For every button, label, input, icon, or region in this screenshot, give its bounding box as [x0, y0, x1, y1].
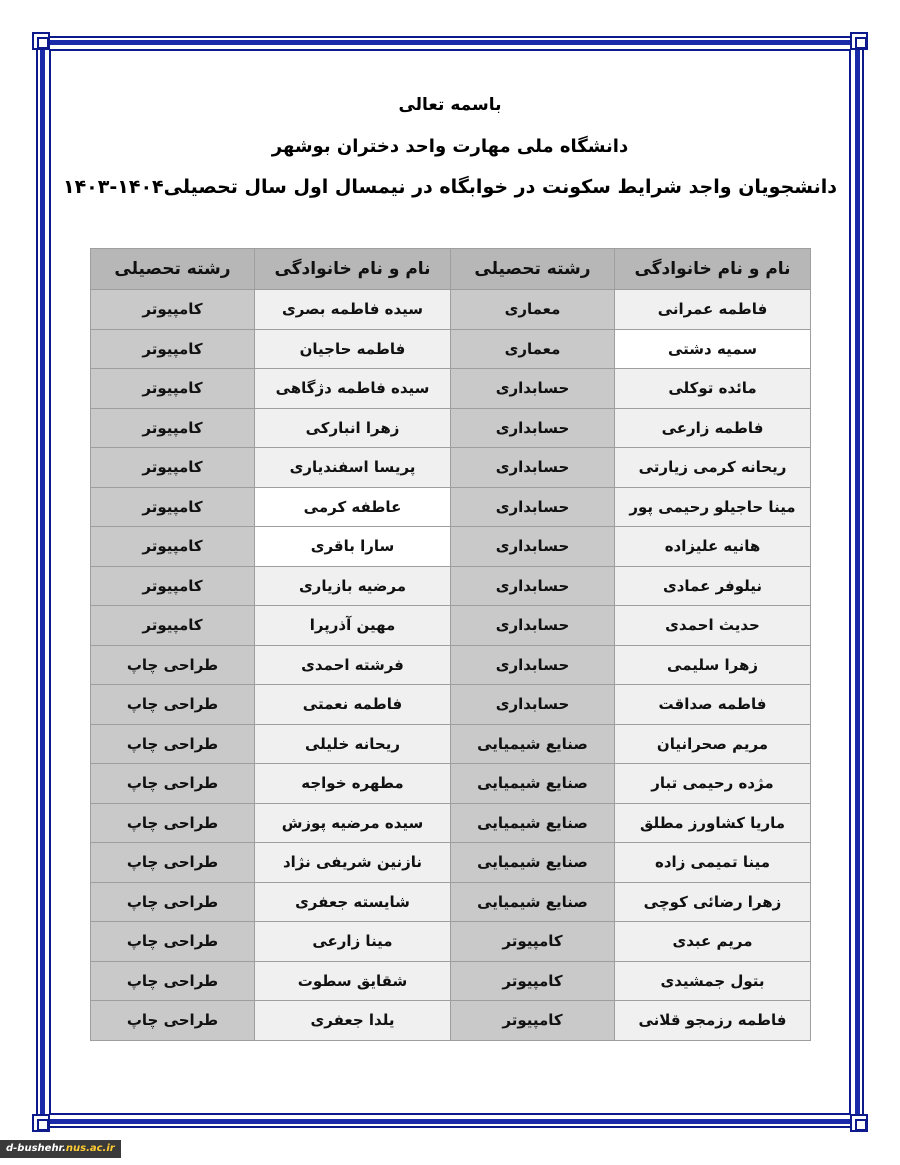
student-name: مهین آذرپرا — [255, 606, 451, 646]
student-major: حسابداری — [451, 566, 615, 606]
student-name: مینا زارعی — [255, 922, 451, 962]
table-row — [91, 448, 811, 488]
student-major: معماری — [451, 329, 615, 369]
watermark-domain-prefix: d-bushehr. — [6, 1143, 66, 1154]
table-row — [91, 961, 811, 1001]
student-name: سیده مرضیه پوزش — [255, 803, 451, 843]
student-name: فاطمه عمرانی — [615, 290, 811, 330]
table-row — [91, 606, 811, 646]
student-major: طراحی چاپ — [91, 724, 255, 764]
student-major: معماری — [451, 290, 615, 330]
student-name: یلدا جعفری — [255, 1001, 451, 1041]
student-name: سمیه دشتی — [615, 329, 811, 369]
table-header-row — [91, 249, 811, 290]
table-row — [91, 408, 811, 448]
student-major: کامپیوتر — [91, 329, 255, 369]
student-major: کامپیوتر — [91, 527, 255, 567]
table-row — [91, 290, 811, 330]
student-major: طراحی چاپ — [91, 685, 255, 725]
student-name: فاطمه رزمجو قلانی — [615, 1001, 811, 1041]
student-name: مریم صحرانیان — [615, 724, 811, 764]
student-major: حسابداری — [451, 487, 615, 527]
student-name: مطهره خواجه — [255, 764, 451, 804]
dormitory-eligible-students-table — [90, 248, 811, 1041]
student-name: فاطمه حاجیان — [255, 329, 451, 369]
student-name: مریم عبدی — [615, 922, 811, 962]
student-name: سیده فاطمه دژگاهی — [255, 369, 451, 409]
student-name: زهرا سلیمی — [615, 645, 811, 685]
student-major: طراحی چاپ — [91, 843, 255, 883]
border-corner-ornament — [850, 1114, 868, 1132]
student-major: کامپیوتر — [91, 606, 255, 646]
student-major: کامپیوتر — [91, 408, 255, 448]
student-major: صنایع شیمیایی — [451, 882, 615, 922]
student-major: کامپیوتر — [91, 290, 255, 330]
student-name: ریحانه کرمی زیارتی — [615, 448, 811, 488]
student-name: فرشته احمدی — [255, 645, 451, 685]
student-name: ماریا کشاورز مطلق — [615, 803, 811, 843]
student-major: کامپیوتر — [451, 1001, 615, 1041]
border-corner-ornament — [850, 32, 868, 50]
student-major: حسابداری — [451, 606, 615, 646]
student-name: مائده توکلی — [615, 369, 811, 409]
table-row — [91, 487, 811, 527]
student-major: حسابداری — [451, 448, 615, 488]
table-row — [91, 1001, 811, 1041]
student-name: شایسته جعفری — [255, 882, 451, 922]
student-name: هانیه علیزاده — [615, 527, 811, 567]
student-major: طراحی چاپ — [91, 922, 255, 962]
student-major: حسابداری — [451, 527, 615, 567]
table-row — [91, 645, 811, 685]
table-row — [91, 922, 811, 962]
student-name: بتول جمشیدی — [615, 961, 811, 1001]
student-name: زهرا انبارکی — [255, 408, 451, 448]
student-name: مینا حاجیلو رحیمی پور — [615, 487, 811, 527]
student-major: صنایع شیمیایی — [451, 843, 615, 883]
table-row — [91, 882, 811, 922]
header-institution: دانشگاه ملی مهارت واحد دختران بوشهر — [271, 136, 629, 157]
student-major: کامپیوتر — [451, 922, 615, 962]
border-corner-ornament — [32, 1114, 50, 1132]
table-row — [91, 803, 811, 843]
student-name: ریحانه خلیلی — [255, 724, 451, 764]
table-row — [91, 369, 811, 409]
table-row — [91, 527, 811, 567]
student-name: فاطمه صداقت — [615, 685, 811, 725]
student-name: فاطمه زارعی — [615, 408, 811, 448]
table-row — [91, 724, 811, 764]
student-major: صنایع شیمیایی — [451, 724, 615, 764]
student-major: طراحی چاپ — [91, 961, 255, 1001]
column-header-name: نام و نام خانوادگی — [255, 249, 451, 290]
student-name: مرضیه بازیاری — [255, 566, 451, 606]
student-name: پریسا اسفندیاری — [255, 448, 451, 488]
student-major: طراحی چاپ — [91, 645, 255, 685]
column-header-major: رشته تحصیلی — [451, 249, 615, 290]
column-header-name: نام و نام خانوادگی — [615, 249, 811, 290]
watermark-domain-highlight: nus.ac.ir — [65, 1143, 115, 1154]
student-major: کامپیوتر — [91, 566, 255, 606]
table-row — [91, 566, 811, 606]
student-major: حسابداری — [451, 408, 615, 448]
student-name: نیلوفر عمادی — [615, 566, 811, 606]
student-major: صنایع شیمیایی — [451, 803, 615, 843]
student-major: طراحی چاپ — [91, 764, 255, 804]
student-name: مژده رحیمی تبار — [615, 764, 811, 804]
student-major: طراحی چاپ — [91, 803, 255, 843]
table-row — [91, 685, 811, 725]
student-name: سیده فاطمه بصری — [255, 290, 451, 330]
student-major: کامپیوتر — [91, 369, 255, 409]
student-major: کامپیوتر — [91, 487, 255, 527]
column-header-major: رشته تحصیلی — [91, 249, 255, 290]
student-major: طراحی چاپ — [91, 1001, 255, 1041]
student-name: عاطفه کرمی — [255, 487, 451, 527]
student-name: سارا باقری — [255, 527, 451, 567]
table-row — [91, 843, 811, 883]
student-name: فاطمه نعمتی — [255, 685, 451, 725]
student-major: صنایع شیمیایی — [451, 764, 615, 804]
header-list-title: دانشجویان واجد شرایط سکونت در خوابگاه در نیمسال اول سال تحصیلی۱۴۰۴-۱۴۰۳ — [62, 176, 838, 198]
header-invocation: باسمه تعالی — [398, 95, 502, 115]
student-name: نازنین شریفی نژاد — [255, 843, 451, 883]
student-major: حسابداری — [451, 645, 615, 685]
student-name: زهرا رضائی کوچی — [615, 882, 811, 922]
site-watermark — [0, 1140, 121, 1158]
student-major: طراحی چاپ — [91, 882, 255, 922]
student-major: کامپیوتر — [91, 448, 255, 488]
student-name: حدیث احمدی — [615, 606, 811, 646]
student-major: حسابداری — [451, 369, 615, 409]
table-row — [91, 329, 811, 369]
student-major: حسابداری — [451, 685, 615, 725]
table-row — [91, 764, 811, 804]
student-name: شقایق سطوت — [255, 961, 451, 1001]
student-name: مینا تمیمی زاده — [615, 843, 811, 883]
border-corner-ornament — [32, 32, 50, 50]
student-major: کامپیوتر — [451, 961, 615, 1001]
